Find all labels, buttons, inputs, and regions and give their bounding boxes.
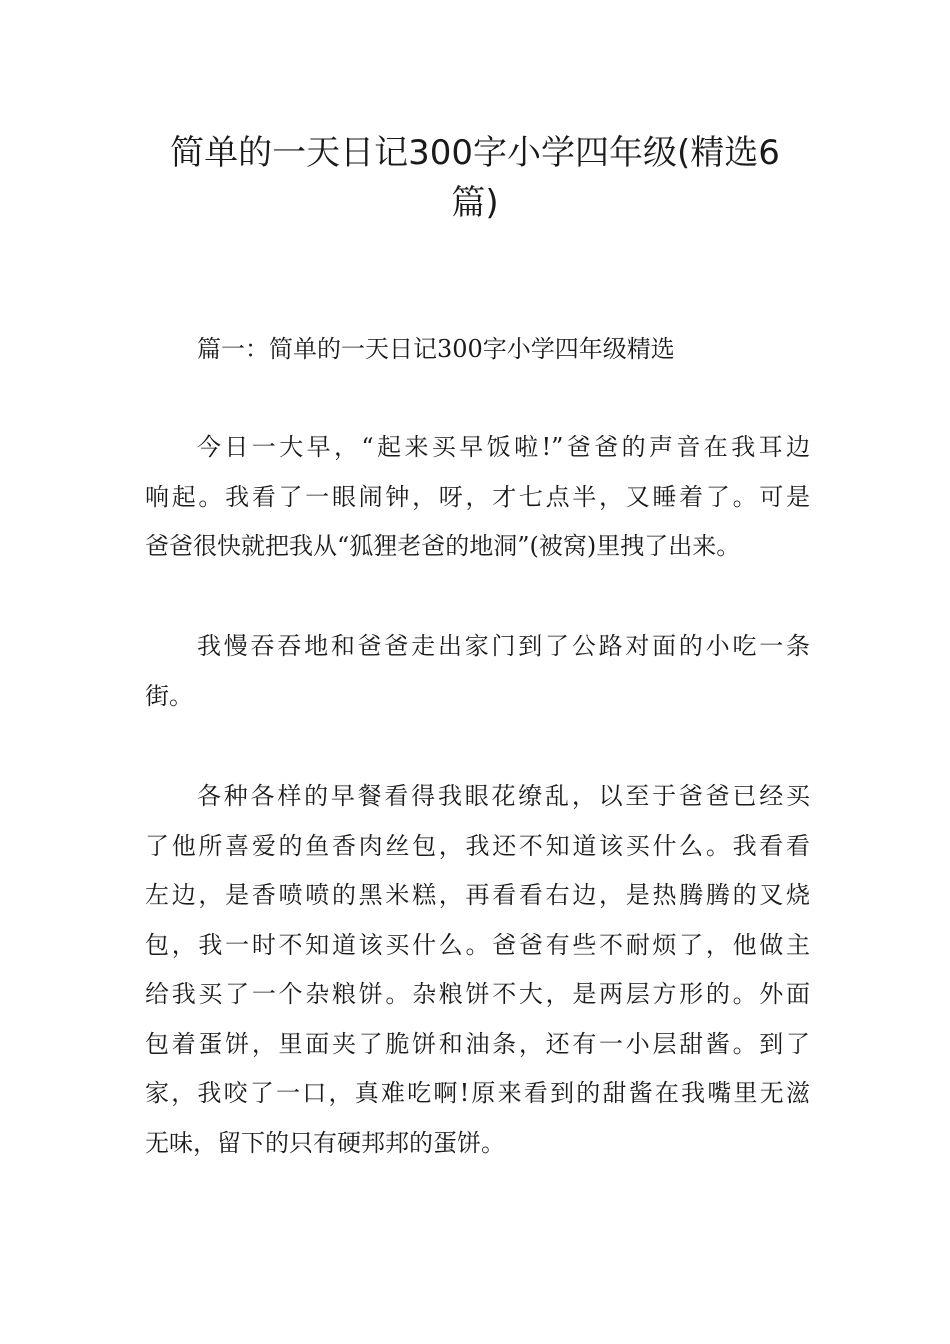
paragraph-line: 今日一大早，“起来买早饭啦!”爸爸的声音在我耳边 <box>197 433 810 461</box>
paragraph-line: 各种各样的早餐看得我眼花缭乱，以至于爸爸已经买 <box>197 782 810 810</box>
paragraph-2 <box>145 622 810 721</box>
paragraph-line: 包，我一时不知道该买什么。爸爸有些不耐烦了，他做主 <box>145 930 810 959</box>
paragraph-line: 我慢吞吞地和爸爸走出家门到了公路对面的小吃一条 <box>197 632 810 660</box>
section-heading: 篇一：简单的一天日记300字小学四年级精选 <box>197 335 675 363</box>
title-line-1: 简单的一天日记300字小学四年级(精选6 <box>170 133 780 173</box>
document-title <box>140 128 810 228</box>
paragraph-line: 给我买了一个杂粮饼。杂粮饼不大，是两层方形的。外面 <box>145 980 810 1008</box>
paragraph-1 <box>145 423 810 572</box>
paragraph-line: 街。 <box>145 681 193 710</box>
paragraph-line: 家，我咬了一口，真难吃啊!原来看到的甜酱在我嘴里无滋 <box>145 1079 810 1107</box>
paragraph-line: 包着蛋饼，里面夹了脆饼和油条，还有一小层甜酱。到了 <box>145 1029 810 1058</box>
paragraph-line: 左边，是香喷喷的黑米糕，再看看右边，是热腾腾的叉烧 <box>145 881 810 909</box>
paragraph-line: 爸爸很快就把我从“狐狸老爸的地洞”(被窝)里拽了出来。 <box>145 532 741 560</box>
paragraph-3 <box>145 772 810 1168</box>
paragraph-line: 无味，留下的只有硬邦邦的蛋饼。 <box>145 1128 505 1157</box>
paragraph-line: 响起。我看了一眼闹钟，呀，才七点半，又睡着了。可是 <box>145 482 810 511</box>
title-line-2: 篇) <box>451 183 499 223</box>
paragraph-line: 了他所喜爱的鱼香肉丝包，我还不知道该买什么。我看看 <box>145 831 810 860</box>
